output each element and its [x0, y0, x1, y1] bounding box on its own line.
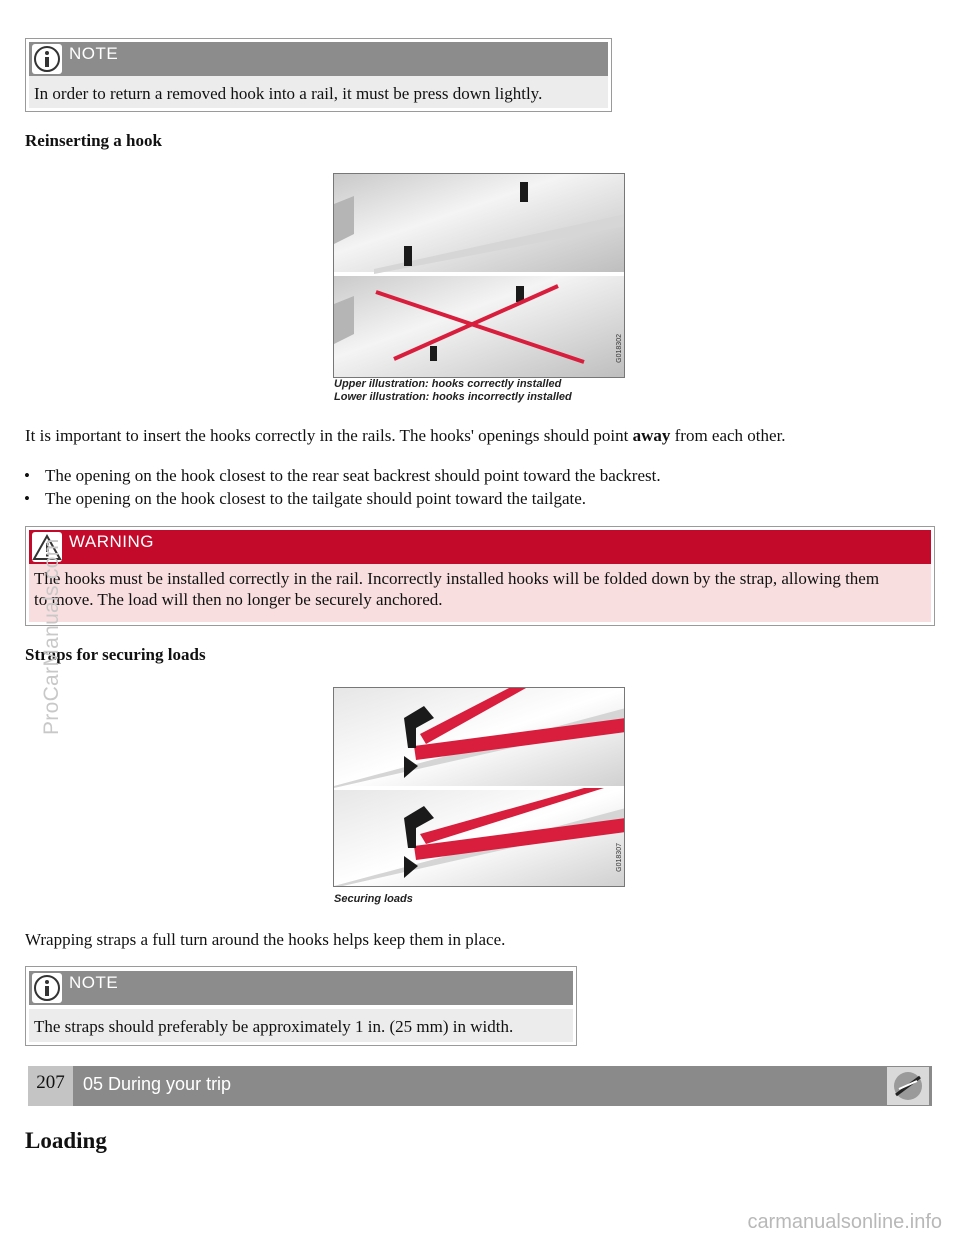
- note-header: [29, 42, 608, 76]
- warning-text: The hooks must be installed correctly in the rail. Incorrectly installed hooks will be folded down by the strap, allowing them to move. The load will then no longer be securely anchored.: [34, 569, 880, 609]
- section-heading-reinserting: Reinserting a hook: [25, 131, 162, 150]
- note-body: [29, 76, 608, 108]
- next-section-heading: Loading: [25, 1128, 107, 1153]
- warning-body: [29, 564, 931, 622]
- info-icon: [32, 973, 62, 1003]
- para-bold: away: [632, 426, 671, 445]
- note-body: [29, 1009, 573, 1042]
- chapter-title: 05 During your trip: [83, 1074, 232, 1094]
- bullet-text: The opening on the hook closest to the rear seat backrest should point toward the backrest.: [45, 466, 661, 485]
- figure-code: G018307: [616, 843, 623, 872]
- figure-code: G018302: [616, 334, 623, 363]
- figure-caption-1: [334, 378, 572, 404]
- para-part-2: from each other.: [670, 426, 786, 445]
- para-part-1: It is important to insert the hooks correctly in the rails. The hooks' openings should point: [25, 426, 633, 445]
- note-text: The straps should preferably be approximately 1 in. (25 mm) in width.: [34, 1017, 514, 1036]
- chapter-footer-bar: [28, 1066, 932, 1106]
- side-watermark: ProCarManuals.com: [40, 538, 63, 735]
- site-watermark: carmanualsonline.info: [747, 1211, 942, 1233]
- info-icon: [32, 44, 62, 74]
- caption-line-1: Upper illustration: hooks correctly installed: [334, 378, 562, 390]
- bullet-text: The opening on the hook closest to the tailgate should point toward the tailgate.: [45, 489, 587, 508]
- figure-caption-2: Securing loads: [334, 893, 413, 905]
- note-box-top: [25, 38, 612, 112]
- securing-loads-figure: [333, 687, 625, 887]
- note-box-bottom: [25, 966, 577, 1046]
- warning-header: [29, 530, 931, 564]
- hook-installation-figure: [333, 173, 625, 378]
- hooks-paragraph: [25, 426, 786, 446]
- strap-illustration: [334, 688, 625, 887]
- warning-title: WARNING: [69, 532, 155, 551]
- caption-line-2: Lower illustration: hooks incorrectly installed: [334, 391, 572, 403]
- note-title: NOTE: [69, 44, 119, 63]
- note-header: [29, 971, 573, 1005]
- warning-box: [25, 526, 935, 626]
- section-heading-straps: Straps for securing loads: [25, 645, 206, 664]
- note-title: NOTE: [69, 973, 119, 992]
- straps-paragraph: Wrapping straps a full turn around the hooks helps keep them in place.: [25, 930, 506, 949]
- hook-illustration: [334, 174, 625, 378]
- driving-road-icon: [887, 1067, 929, 1105]
- page-number: 207: [28, 1066, 73, 1106]
- note-text: In order to return a removed hook into a rail, it must be press down lightly.: [34, 84, 543, 103]
